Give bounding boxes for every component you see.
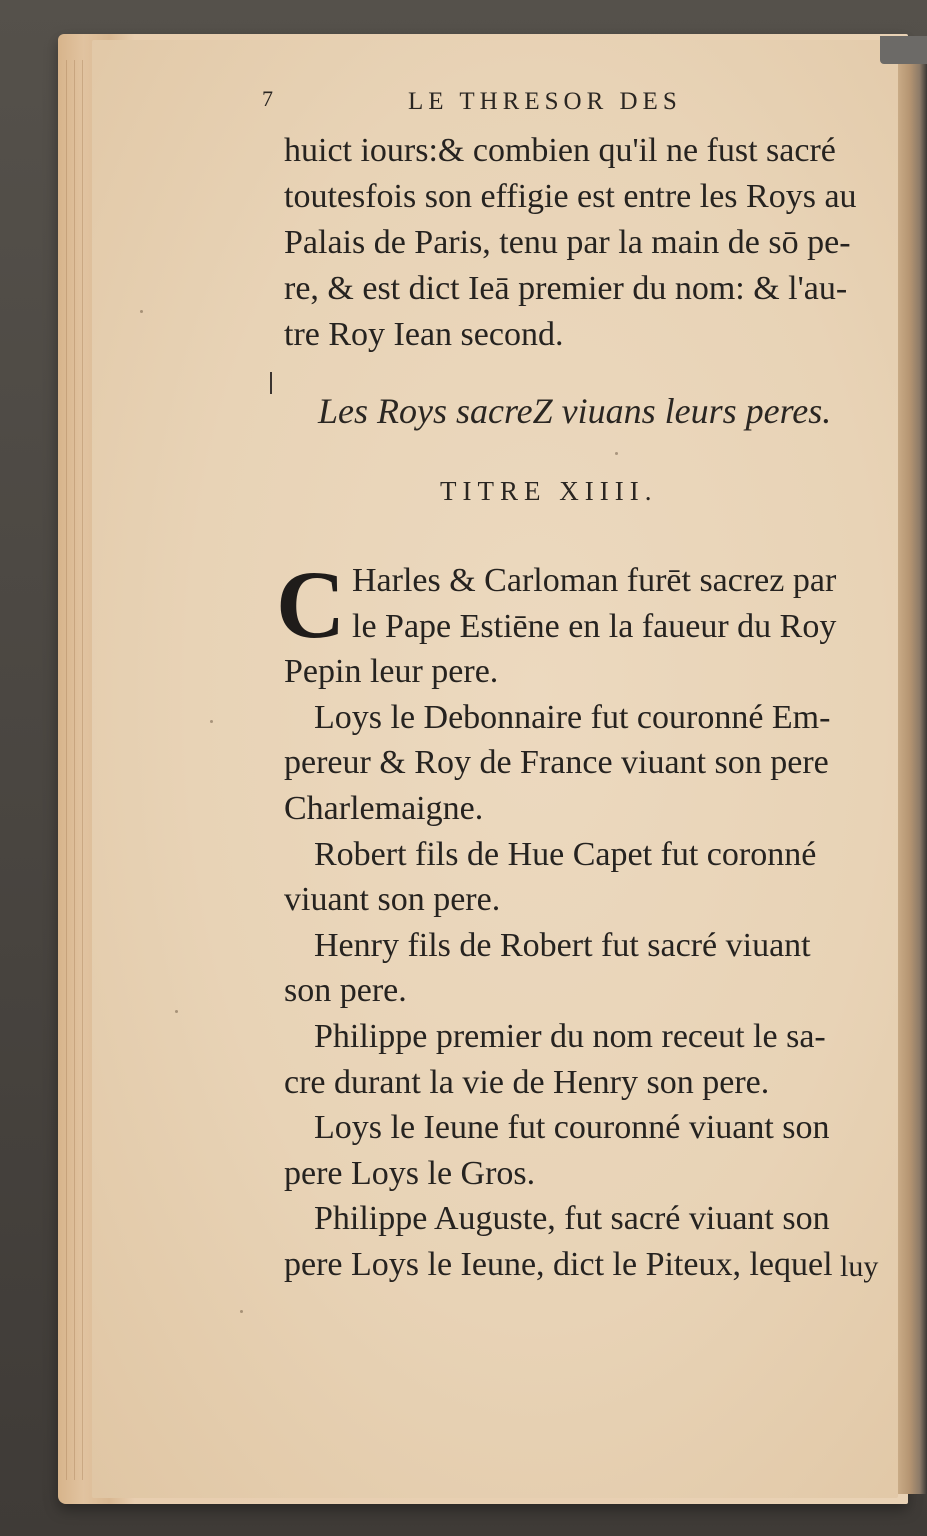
- margin-mark: [270, 372, 272, 394]
- paper-speck: [240, 1310, 243, 1313]
- text-line: Henry fils de Robert fut sacré viuant: [314, 927, 811, 964]
- text-line: Philippe premier du nom receut le sa-: [314, 1018, 826, 1055]
- section-heading: Les Roys sacreZ viuans leurs peres.: [318, 391, 832, 431]
- text-line: cre durant la vie de Henry son pere.: [284, 1064, 770, 1101]
- drop-cap-initial: C: [276, 551, 346, 658]
- text-line: son pere.: [284, 972, 407, 1009]
- binding-tab: [880, 36, 927, 64]
- page-edge-line: [82, 60, 83, 1480]
- text-line: pereur & Roy de France viuant son pere: [284, 744, 829, 781]
- catchword: luy: [840, 1250, 879, 1283]
- text-line: Robert fils de Hue Capet fut coronné: [314, 836, 817, 873]
- text-line: Pepin leur pere.: [284, 653, 499, 690]
- text-line: Harles & Carloman furēt sacrez par: [352, 562, 837, 599]
- page-edge-line: [66, 60, 67, 1480]
- facing-page-edge: [898, 44, 927, 1494]
- text-line: pere Loys le Ieune, dict le Piteux, lequel: [284, 1246, 833, 1283]
- text-line: Loys le Debonnaire fut couronné Em-: [314, 699, 831, 736]
- running-head-title: LE THRESOR DES: [408, 88, 682, 115]
- text-line: tre Roy Iean second.: [284, 316, 564, 353]
- text-line: Charlemaigne.: [284, 790, 484, 827]
- text-line: Philippe Auguste, fut sacré viuant son: [314, 1200, 830, 1237]
- text-line: toutesfois son effigie est entre les Roys au: [284, 178, 857, 215]
- paper-speck: [210, 720, 213, 723]
- text-line: re, & est dict Ieā premier du nom: & l'au-: [284, 270, 848, 307]
- text-line: pere Loys le Gros.: [284, 1155, 536, 1192]
- text-line: huict iours:& combien qu'il ne fust sacré: [284, 132, 836, 169]
- page-edge-line: [74, 60, 75, 1480]
- paper-speck: [140, 310, 143, 313]
- text-line: Palais de Paris, tenu par la main de sō pe-: [284, 224, 851, 261]
- text-line: Loys le Ieune fut couronné viuant son: [314, 1109, 830, 1146]
- titre-label: TITRE XIIII.: [440, 476, 658, 506]
- paper-speck: [615, 452, 618, 455]
- text-line: le Pape Estiēne en la faueur du Roy: [352, 608, 837, 645]
- page-number: 7: [262, 86, 273, 111]
- running-head: [262, 86, 902, 122]
- paper-speck: [175, 1010, 178, 1013]
- text-line: viuant son pere.: [284, 881, 501, 918]
